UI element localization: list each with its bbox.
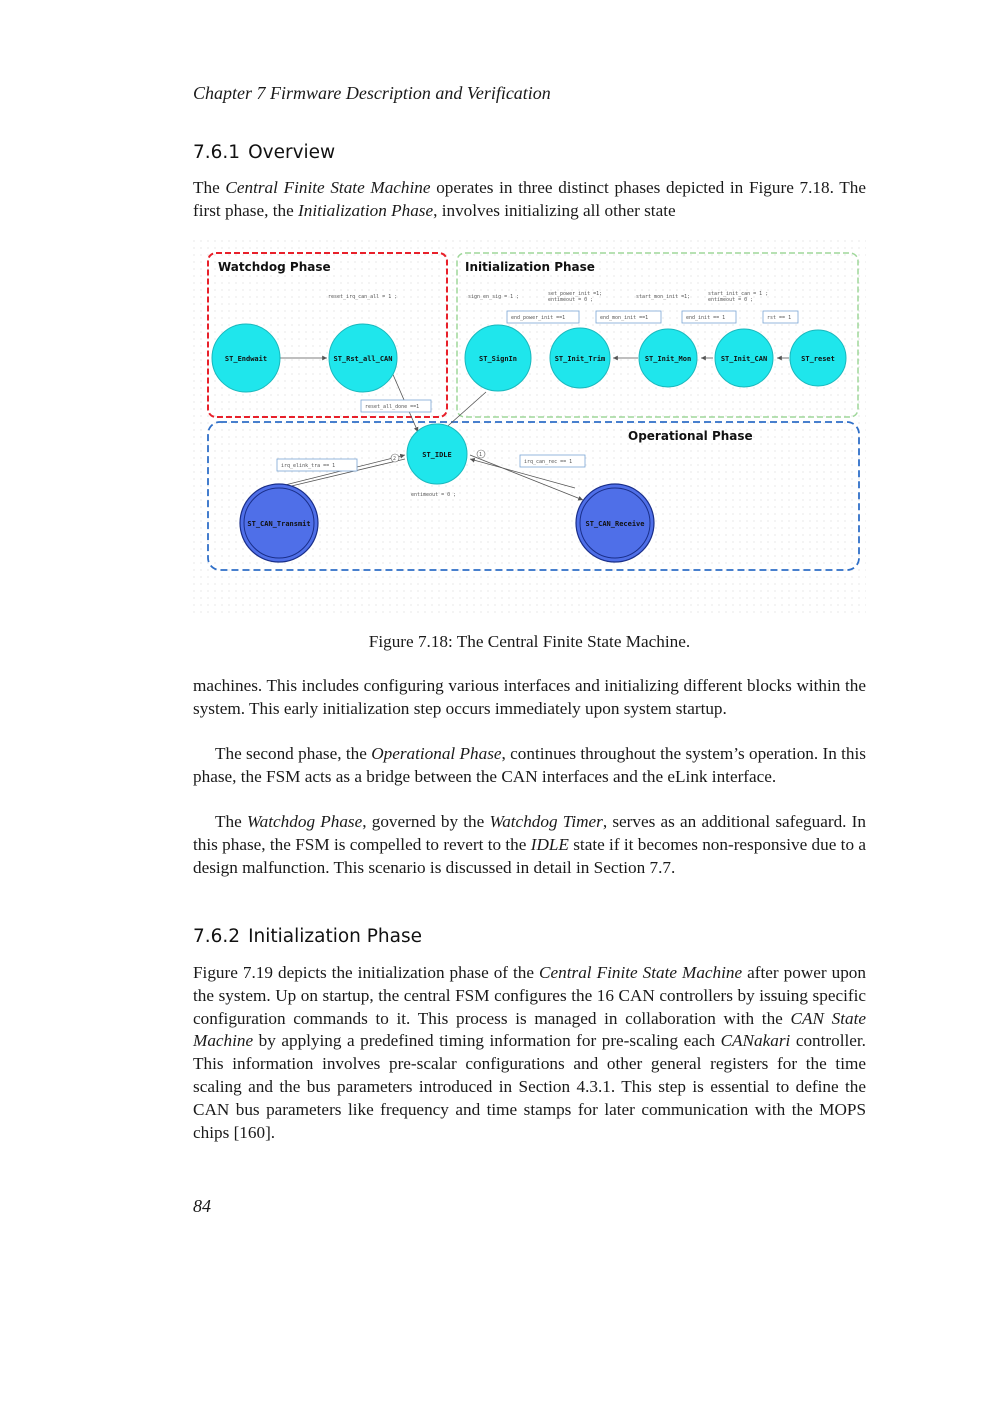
text-run: operates in three distinct phases depicted in Figure 7.18. The first phase, the <box>193 178 866 220</box>
action-start-init-2: entimeout = 0 ; <box>708 297 754 303</box>
text-run: controller. This information involves pre-scalar configurations and other general registers for the time scaling and the bus parameters introduced in Section 4.3.1. This step is essential to define the CAN bus parameters like frequency and time stamps for later communication with the MOPS chips [160]. <box>193 1031 866 1142</box>
svg-text:irq_can_rec == 1: irq_can_rec == 1 <box>524 459 573 465</box>
emphasis: CANakari <box>720 1031 791 1051</box>
state-init-mon <box>639 329 697 387</box>
emphasis: Watchdog Phase <box>246 812 363 831</box>
svg-text:ST_CAN_Transmit: ST_CAN_Transmit <box>247 520 311 528</box>
running-head: Chapter 7 Firmware Description and Verification <box>193 83 551 103</box>
state-endwait <box>212 324 280 392</box>
state-init-trim <box>550 328 610 388</box>
emphasis: Central Finite State Machine <box>539 963 743 982</box>
section-number: 7.6.1 <box>193 142 241 163</box>
state-rst-all-can <box>329 324 397 392</box>
cond-end-mon-init <box>596 311 661 323</box>
emphasis: IDLE <box>530 834 569 854</box>
text-run: by applying a predefined timing information for pre-scaling each <box>253 1031 721 1051</box>
svg-text:irq_elink_tra == 1: irq_elink_tra == 1 <box>281 463 336 469</box>
cond-rst <box>763 311 798 323</box>
svg-text:ST_Rst_all_CAN: ST_Rst_all_CAN <box>333 355 393 363</box>
state-reset <box>790 330 846 386</box>
text-run: Figure 7.19 depicts the initialization phase of the <box>193 963 540 982</box>
paragraph-intro <box>193 177 866 223</box>
text-run: , serves as an additional safeguard. In this phase, the FSM is compelled to revert to the <box>193 812 866 854</box>
paragraph-operational <box>193 743 866 789</box>
section-heading-initialization <box>193 926 422 947</box>
cond-reset-all-done <box>361 400 431 412</box>
section-heading-overview <box>193 142 335 163</box>
emphasis: Initialization Phase <box>298 200 434 220</box>
priority-1-marker <box>477 450 485 458</box>
emphasis: Operational Phase <box>371 744 502 763</box>
text-run: state if it becomes non-responsive due to a design malfunction. This scenario is discussed in detail in Section 7.7. <box>193 834 866 877</box>
action-set-power-1: set_power_init =1; <box>548 291 603 297</box>
text-run: The <box>215 812 247 831</box>
svg-text:rst == 1: rst == 1 <box>767 315 792 321</box>
action-start-init-1: start_init_can = 1 ; <box>708 291 769 297</box>
section-title: Overview <box>248 142 336 163</box>
action-start-mon: start_mon_init =1; <box>636 294 691 300</box>
figure-caption: Figure 7.18: The Central Finite State Machine. <box>368 632 691 651</box>
svg-text:ST_Init_CAN: ST_Init_CAN <box>720 355 768 363</box>
emphasis: Central Finite State Machine <box>225 178 431 197</box>
state-idle <box>407 424 467 484</box>
svg-text:end_init == 1: end_init == 1 <box>686 315 726 321</box>
action-sign-en: sign_en_sig = 1 ; <box>468 294 520 300</box>
state-signin <box>465 325 531 391</box>
svg-text:ST_IDLE: ST_IDLE <box>422 451 452 459</box>
text-run: machines. This includes configuring various interfaces and initializing different blocks within the system. This early initialization step occurs immediately upon system startup. <box>193 676 866 718</box>
svg-text:ST_Init_Mon: ST_Init_Mon <box>644 355 692 363</box>
text-run: , continues throughout the system’s operation. In this phase, the FSM acts as a bridge between the CAN interfaces and the eLink interface. <box>193 744 866 786</box>
paragraph-init-phase <box>193 962 866 1144</box>
text-run: after power upon the system. Up on startup, the central FSM configures the 16 CAN controllers by issuing specific configuration commands to it. This process is managed in collaboration with the <box>193 963 866 1028</box>
section-number: 7.6.2 <box>193 926 241 947</box>
text-run: , involves initializing all other state <box>433 200 676 220</box>
paragraph-watchdog <box>193 811 866 879</box>
svg-text:ST_reset: ST_reset <box>801 355 835 363</box>
svg-text:ST_Init_Trim: ST_Init_Trim <box>554 355 606 363</box>
text-run: The second phase, the <box>215 744 372 763</box>
operational-phase-label: Operational Phase <box>628 429 753 443</box>
svg-text:2: 2 <box>393 456 397 462</box>
svg-text:1: 1 <box>479 452 483 458</box>
state-can-transmit <box>240 484 318 562</box>
emphasis: CAN State Machine <box>193 1008 867 1051</box>
svg-text:end_power_init ==1: end_power_init ==1 <box>511 315 566 321</box>
svg-text:ST_Endwait: ST_Endwait <box>224 355 268 363</box>
cond-end-power-init <box>507 311 579 323</box>
initialization-phase-label: Initialization Phase <box>465 260 595 274</box>
svg-text:ST_SignIn: ST_SignIn <box>479 355 517 363</box>
action-entimeout: entimeout = 0 ; <box>411 492 457 498</box>
watchdog-phase-label: Watchdog Phase <box>218 260 331 274</box>
svg-text:reset_all_done ==1: reset_all_done ==1 <box>365 404 420 410</box>
svg-text:end_mon_init ==1: end_mon_init ==1 <box>600 315 649 321</box>
paragraph-machines <box>193 675 866 721</box>
fsm-diagram <box>193 240 866 615</box>
text-run: , governed by the <box>362 812 490 831</box>
cond-irq-can-rec <box>520 455 585 467</box>
cond-irq-elink-tra <box>277 459 357 471</box>
page-number: 84 <box>193 1196 211 1216</box>
state-can-receive <box>576 484 654 562</box>
state-init-can <box>715 329 773 387</box>
priority-2-marker <box>391 454 399 462</box>
action-reset-irq: reset_irq_can_all = 1 ; <box>328 294 398 300</box>
section-title: Initialization Phase <box>248 926 423 947</box>
emphasis: Watchdog Timer <box>489 812 603 831</box>
action-set-power-2: entimeout = 0 ; <box>548 297 594 303</box>
text-run: The <box>193 178 226 197</box>
cond-end-init <box>682 311 736 323</box>
svg-text:ST_CAN_Receive: ST_CAN_Receive <box>585 520 645 528</box>
